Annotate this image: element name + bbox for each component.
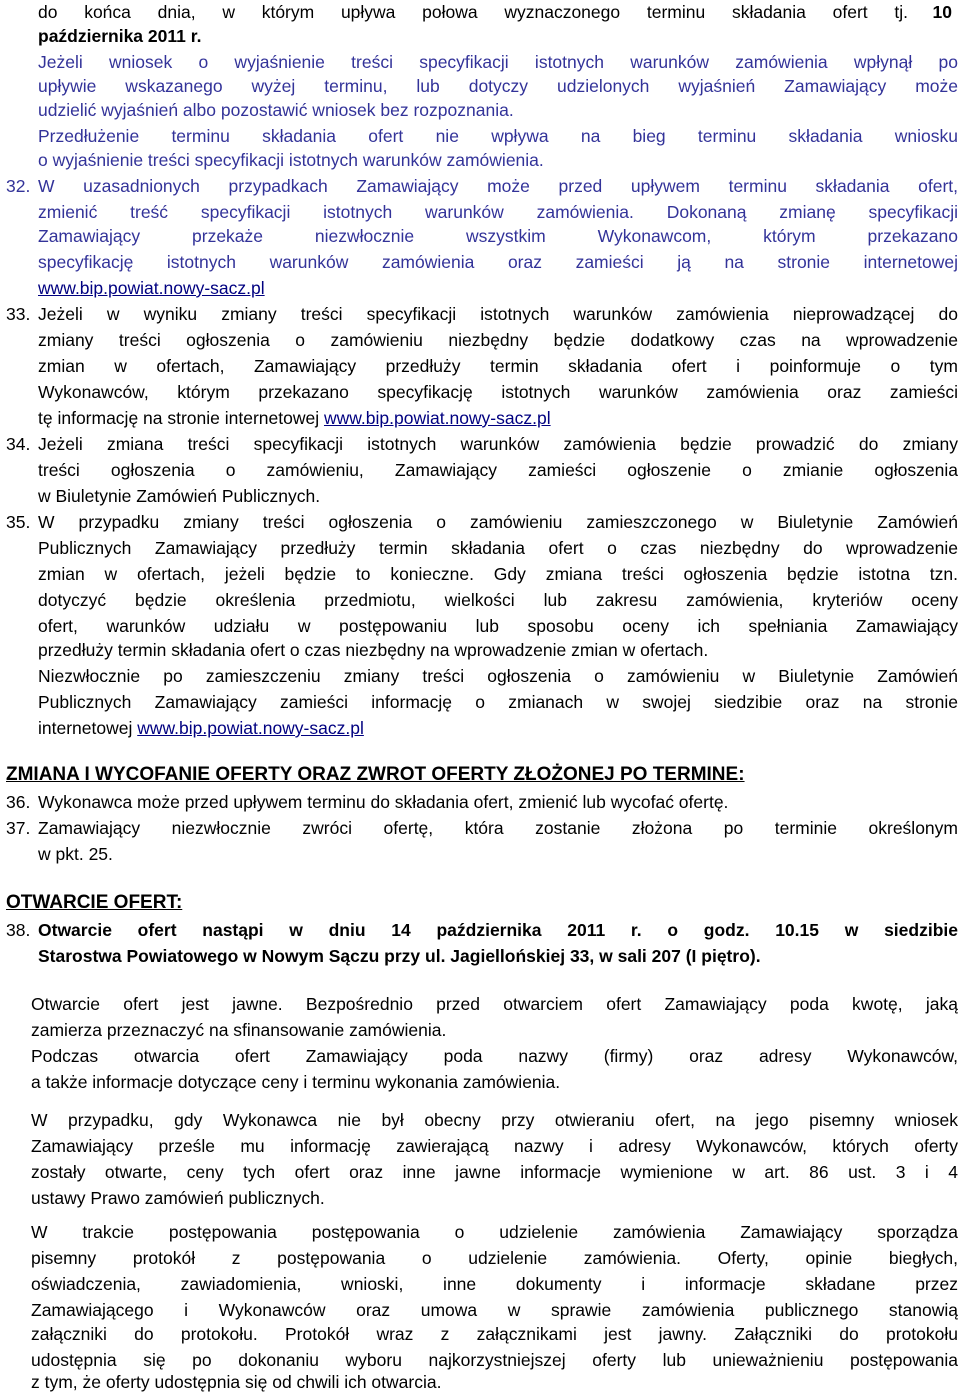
p35-line9 — [38, 716, 958, 740]
p32-line2: zmienić treść specyfikacji istotnych warunków zamówienia. Dokonaną zmianę specyfikacji — [38, 202, 958, 222]
p35-line8: Publicznych Zamawiający zamieści informację o zmianach w swojej siedzibie oraz na stronie — [38, 692, 958, 712]
p35-line9-text: internetowej — [38, 718, 138, 738]
p38-line2: Starostwa Powiatowego w Nowym Sączu przy ul. Jagiellońskiej 33, w sali 207 (I piętro). — [38, 946, 761, 966]
para2-line2: Zamawiający prześle mu informację zawierającą nazwy i adresy Wykonawców, których oferty — [31, 1136, 958, 1156]
p36-number: 36. — [6, 792, 31, 812]
p32-link[interactable]: www.bip.powiat.nowy-sacz.pl — [38, 278, 265, 298]
p38-line1: Otwarcie ofert nastąpi w dniu 14 października 2011 r. o godz. 10.15 w siedzibie — [38, 920, 958, 940]
p37-line2: w pkt. 25. — [38, 844, 113, 864]
p33-number: 33. — [6, 304, 31, 324]
p33-line4: Wykonawców, którym przekazano specyfikację istotnych warunków zamówienia oraz zamieści — [38, 382, 958, 402]
para3-line3: oświadczenia, zawiadomienia, wnioski, inne dokumenty i informacje składane przez — [31, 1274, 958, 1294]
para3-line7: z tym, że oferty udostępnia się od chwili ich otwarcia. — [31, 1372, 442, 1392]
page-number: 10 — [932, 2, 952, 22]
p33-link[interactable]: www.bip.powiat.nowy-sacz.pl — [323, 408, 551, 428]
p31-line4: upływie wskazanego wyżej terminu, lub dotyczy udzielonych wyjaśnień Zamawiający może — [38, 76, 958, 96]
p32-line3: Zamawiający przekaże niezwłocznie wszystkim Wykonawcom, którym przekazano — [38, 226, 958, 246]
p34-number: 34. — [6, 434, 31, 454]
p32-line4: specyfikację istotnych warunków zamówienia oraz zamieści ją na stronie internetowej — [38, 252, 958, 272]
p37-number: 37. — [6, 818, 31, 838]
para1-line2: zamierza przeznaczyć na sfinansowanie zamówienia. — [31, 1020, 447, 1040]
p34-line3: w Biuletynie Zamówień Publicznych. — [38, 486, 321, 506]
p35-line3: zmian w ofertach, jeżeli będzie to konieczne. Gdy zmiana treści ogłoszenia będzie istotna tzn. — [38, 564, 958, 584]
p33-line5 — [38, 406, 958, 430]
p34-line1: Jeżeli zmiana treści specyfikacji istotnych warunków zamówienia będzie prowadzić do zmiany — [38, 434, 958, 454]
para3-line1: W trakcie postępowania postępowania o udzielenie zamówienia Zamawiający sporządza — [31, 1222, 958, 1242]
p35-line7: Niezwłocznie po zamieszczeniu zmiany treści ogłoszenia o zamówieniu w Biuletynie Zamówień — [38, 666, 958, 686]
p31-line3: Jeżeli wniosek o wyjaśnienie treści specyfikacji istotnych warunków zamówienia wpłynął po — [38, 52, 958, 72]
p35-line1: W przypadku zmiany treści ogłoszenia o zamówieniu zamieszczonego w Biuletynie Zamówień — [38, 512, 958, 532]
para3-line6: udostępnia się po dokonaniu wyboru najkorzystniejszej oferty lub unieważnieniu postępowania — [31, 1350, 958, 1370]
p35-line4: dotyczyć będzie określenia przedmiotu, wielkości lub zakresu zamówienia, kryteriów oceny — [38, 590, 958, 610]
p31-line1: do końca dnia, w którym upływa połowa wyznaczonego terminu składania ofert tj. — [38, 2, 908, 22]
p35-line5: ofert, warunków udziału w postępowaniu lub sposobu oceny ich spełniania Zamawiający — [38, 616, 958, 636]
para2-line4: ustawy Prawo zamówień publicznych. — [31, 1188, 325, 1208]
p31-line7: o wyjaśnienie treści specyfikacji istotnych warunków zamówienia. — [38, 150, 544, 170]
p31-line5: udzielić wyjaśnień albo pozostawić wniosek bez rozpoznania. — [38, 100, 514, 120]
para3-line2: pisemny protokół z postępowania o udzielenie zamówienia. Oferty, opinie biegłych, — [31, 1248, 958, 1268]
para1-line3: Podczas otwarcia ofert Zamawiający poda nazwy (firmy) oraz adresy Wykonawców, — [31, 1046, 958, 1066]
p37-line1: Zamawiający niezwłocznie zwróci ofertę, która zostanie złożona po terminie określonym — [38, 818, 958, 838]
p32-line1: W uzasadnionych przypadkach Zamawiający może przed upływem terminu składania ofert, — [38, 176, 958, 196]
para3-line4: Zamawiającego i Wykonawców oraz umowa w sprawie zamówienia publicznego stanowią — [31, 1300, 958, 1320]
p35-line2: Publicznych Zamawiający przedłuży termin składania ofert o czas niezbędny do wprowadzenie — [38, 538, 958, 558]
para3-line5: załączniki do protokołu. Protokół wraz z załącznikami jest jawny. Załączniki do protokołu — [31, 1324, 958, 1344]
para1-line1: Otwarcie ofert jest jawne. Bezpośrednio przed otwarciem ofert Zamawiający poda kwotę, jaką — [31, 994, 958, 1014]
p31-line2: października 2011 r. — [38, 26, 202, 46]
p31-line6: Przedłużenie terminu składania ofert nie wpływa na bieg terminu składania wniosku — [38, 126, 958, 146]
section-heading-otwarcie: OTWARCIE OFERT: — [6, 892, 183, 913]
p35-number: 35. — [6, 512, 31, 532]
p35-link[interactable]: www.bip.powiat.nowy-sacz.pl — [137, 718, 364, 738]
para2-line3: zostały otwarte, ceny tych ofert oraz inne jawne informacje wymienione w art. 86 ust. 3 i 4 — [31, 1162, 958, 1182]
p34-line2: treści ogłoszenia o zamówieniu, Zamawiający zamieści ogłoszenie o zmianie ogłoszenia — [38, 460, 958, 480]
p35-line6: przedłuży termin składania ofert o czas niezbędny na wprowadzenie zmian w ofertach. — [38, 640, 709, 660]
p38-number: 38. — [6, 920, 31, 940]
para1-line4: a także informacje dotyczące ceny i terminu wykonania zamówienia. — [31, 1072, 561, 1092]
p33-line1: Jeżeli w wyniku zmiany treści specyfikacji istotnych warunków zamówienia nieprowadzącej do — [38, 304, 958, 324]
p33-line5-text: tę informację na stronie internetowej — [38, 408, 324, 428]
section-heading-zmiana: ZMIANA I WYCOFANIE OFERTY ORAZ ZWROT OFERTY ZŁOŻONEJ PO TERMINE: — [6, 764, 745, 785]
para2-line1: W przypadku, gdy Wykonawca nie był obecny przy otwieraniu ofert, na jego pisemny wniosek — [31, 1110, 958, 1130]
p32-number: 32. — [6, 176, 31, 196]
p33-line3: zmian w ofertach, Zamawiający przedłuży termin składania ofert i poinformuje o tym — [38, 356, 958, 376]
p33-line2: zmiany treści ogłoszenia o zamówieniu niezbędny będzie dodatkowy czas na wprowadzenie — [38, 330, 958, 350]
p36-line1: Wykonawca może przed upływem terminu do składania ofert, zmienić lub wycofać ofertę. — [38, 792, 729, 812]
